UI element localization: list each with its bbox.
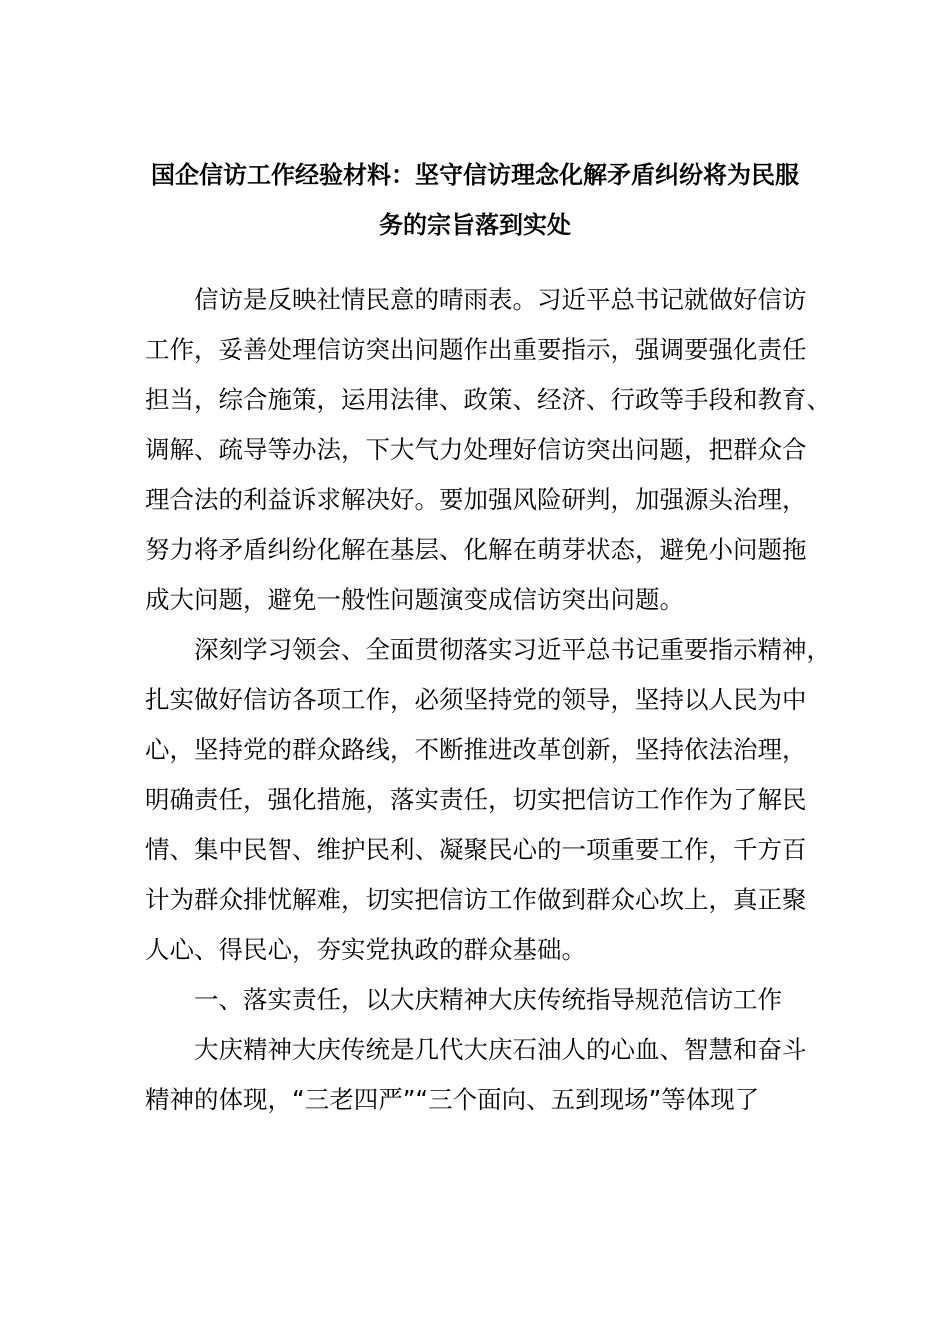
- body-line: 扎实做好信访各项工作，必须坚持党的领导，坚持以人民为中: [145, 685, 807, 714]
- body-line: 明确责任，强化措施，落实责任，切实把信访工作作为了解民: [145, 785, 807, 814]
- body-line: 人心、得民心，夯实党执政的群众基础。: [145, 935, 586, 964]
- section-heading: 一、落实责任，以大庆精神大庆传统指导规范信访工作: [145, 985, 782, 1014]
- body-line: 心，坚持党的群众路线，不断推进改革创新，坚持依法治理，: [145, 735, 807, 764]
- body-line: 深刻学习领会、全面贯彻落实习近平总书记重要指示精神，: [145, 635, 831, 664]
- body-line: 信访是反映社情民意的晴雨表。习近平总书记就做好信访: [145, 285, 807, 314]
- body-line: 调解、疏导等办法，下大气力处理好信访突出问题，把群众合: [145, 435, 807, 464]
- body-line: 成大问题，避免一般性问题演变成信访突出问题。: [145, 585, 684, 614]
- body-line: 工作，妥善处理信访突出问题作出重要指示，强调要强化责任: [145, 335, 807, 364]
- body-line: 计为群众排忧解难，切实把信访工作做到群众心坎上，真正聚: [145, 885, 807, 914]
- body-line: 大庆精神大庆传统是几代大庆石油人的心血、智慧和奋斗: [145, 1035, 807, 1064]
- document-title-line-1: 国企信访工作经验材料：坚守信访理念化解矛盾纠纷将为民服: [151, 161, 799, 189]
- body-line: 精神的体现，“三老四严”“三个面向、五到现场”等体现了: [145, 1085, 760, 1114]
- body-line: 努力将矛盾纠纷化解在基层、化解在萌芽状态，避免小问题拖: [145, 535, 807, 564]
- body-line: 情、集中民智、维护民利、凝聚民心的一项重要工作，千方百: [145, 835, 807, 864]
- document-title-line-2: 务的宗旨落到实处: [379, 211, 571, 239]
- body-line: 理合法的利益诉求解决好。要加强风险研判，加强源头治理，: [145, 485, 807, 514]
- body-line: 担当，综合施策，运用法律、政策、经济、行政等手段和教育、: [145, 385, 831, 414]
